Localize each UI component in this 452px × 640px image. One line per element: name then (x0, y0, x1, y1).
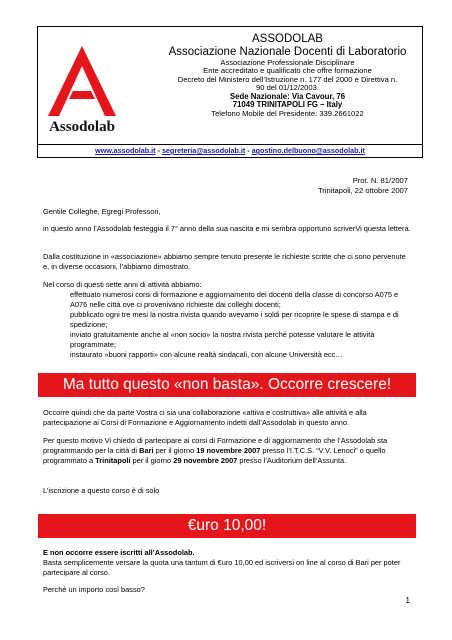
email-link-segreteria[interactable]: segreteria@assodolab.it (161, 146, 246, 155)
paragraph-6: L’iscrizione a questo corso è di solo (43, 486, 160, 495)
links-separator: - (245, 146, 252, 155)
highlight-banner: Ma tutto questo «non basta». Occorre crescere! (38, 373, 416, 397)
paragraph-2: Dalla costituzione in «associazione» abbiamo sempre tenuto presente le richieste scritte che ci sono pervenute e, in diverse occasioni, l’abbiamo dimostrato. (43, 252, 406, 271)
payment-instructions: Basta semplicemente versare la quota una tantum di €uro 10,00 ed iscriversi on line al corso di Bari per poter partecipare al corso. (43, 557, 401, 577)
header-line-3: Decreto del Ministero dell’Istruzione n. 177 del 2000 e Direttiva n. (177, 74, 398, 84)
city-trinitapoli: Trinitapoli (95, 455, 131, 465)
course-date-2: 29 novembre 2007 (173, 455, 238, 465)
list-item: effettuato numerosi corsi di formazione e aggiornamento dei docenti della classe di concorso A075 e A076 nelle città ove ci provenivano richieste dai colleghi docenti; (70, 290, 399, 309)
sede-line-1: Sede Nazionale: Via Cavour, 76 (229, 91, 346, 101)
web-links-bar (37, 145, 423, 158)
protocol-number: Prot. N. 81/2007 (352, 176, 408, 185)
org-name: ASSODOLAB (252, 33, 323, 45)
city-bari: Bari (139, 445, 154, 455)
letterhead-text (155, 33, 420, 119)
website-link[interactable]: www.assodolab.it (95, 146, 156, 155)
paragraph-7 (43, 548, 411, 578)
phone-line: Telefono Mobile del Presidente: 339.2661022 (211, 109, 364, 119)
page-number: 1 (405, 596, 410, 605)
no-membership-note: E non occorre essere iscritti all’Assodolab. (43, 548, 195, 557)
assodolab-logo (42, 44, 122, 140)
links-separator: - (155, 146, 162, 155)
header-line-2: Ente accreditato e qualificato che offre formazione (203, 66, 372, 76)
paragraph-4: Occorre quindi che da parte Vostra ci sia una collaborazione «attiva e costruttiva» alle attività e alla partecipazione ai Corsi di Formazione e Aggiornamento indetti dall’Assodolab in questo anno. (43, 408, 367, 427)
greeting: Gentile Colleghe, Egregi Professori, (43, 207, 161, 216)
header-line-1: Associazione Professionale Disciplinare (220, 57, 355, 67)
activities-list (70, 290, 410, 359)
paragraph-8: Perché un importo così basso? (43, 585, 145, 594)
logo-wordmark: Assodolab (49, 119, 115, 135)
paragraph-3: Nel corso di questi sette anni di attività abbiamo: (43, 280, 202, 289)
list-item: inviato gratuitamente anche al «non socio» la nostra rivista perché potesse valutare le attività programmate; (70, 329, 375, 349)
paragraph-1: in questo anno l’Assodolab festeggia il 7° anno della sua nascita e mi sembra opportuno scriverVi questa lettera. (43, 224, 411, 233)
protocol-block (318, 176, 408, 196)
letter-date: Trinitapoli, 22 ottobre 2007 (317, 185, 408, 195)
paragraph-5: Per questo motivo Vi chiedo di partecipare ai corsi di Formazione e di aggiornamento che l’Assodolab sta programmando per la città di Bari per il giorno 19 novembre 2007 presso l’I.T.C.S. “V.V. Lenoci” o quello programmato a Trinitapoli per il giorno 29 novembre 2007 presso l’Auditorium dell’Assunta. (43, 436, 388, 465)
email-link-president[interactable]: agostino.delbuono@assodolab.it (251, 146, 365, 155)
list-item: pubblicato ogni tre mesi la nostra rivista quando avevamo i soldi per ricoprire le spese di stampa e di spedizione; (70, 309, 399, 329)
course-date-1: 19 novembre 2007 (196, 445, 261, 455)
price-banner: €uro 10,00! (38, 514, 416, 538)
list-item: instaurato «buoni rapporti» con alcune realtà sindacali, con alcune Università ecc… (70, 349, 343, 359)
association-name: Associazione Nazionale Docenti di Laboratorio (168, 45, 407, 58)
header-line-4: 90 del 01/12/2003. (256, 83, 319, 93)
sede-line-2: 71049 TRINITAPOLI FG – Italy (232, 100, 343, 110)
